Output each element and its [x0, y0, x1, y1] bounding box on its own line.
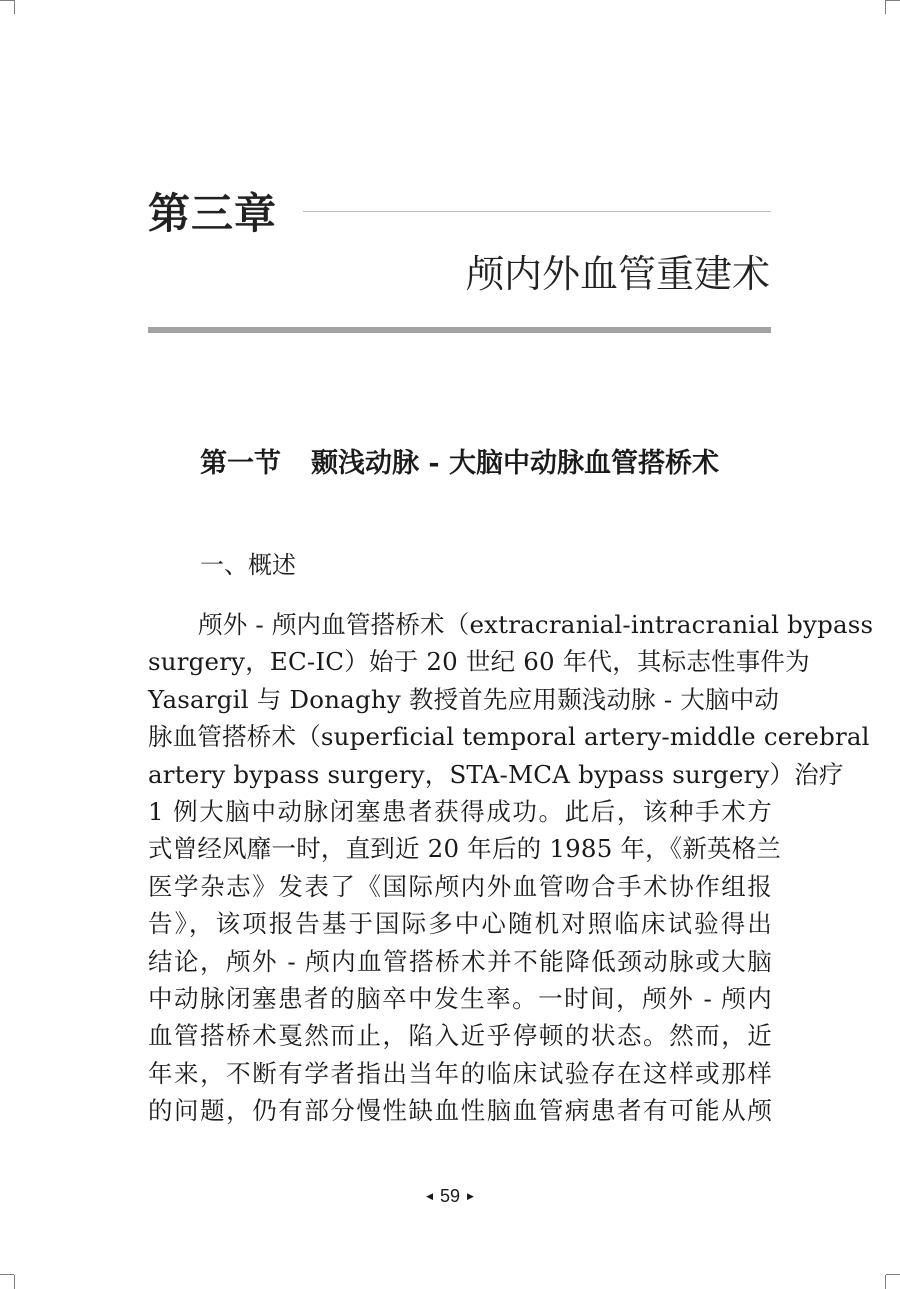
crop-mark-top-right-h — [886, 0, 900, 1]
crop-mark-bottom-left-h — [0, 1274, 14, 1275]
page-number-footer — [0, 1183, 900, 1209]
crop-mark-bottom-left-v — [14, 1275, 15, 1289]
page-number: 59 — [439, 1186, 461, 1206]
crop-mark-top-left-v — [14, 0, 15, 14]
chapter-rule — [303, 211, 771, 212]
paragraph-line: 颅外 - 颅内血管搭桥术（extracranial-intracranial bypass — [198, 610, 874, 639]
paragraph-line: surgery，EC-IC）始于 20 世纪 60 年代，其标志性事件为 — [148, 647, 810, 677]
paragraph-line: 告》，该项报告基于国际多中心随机对照临床试验得出 — [148, 909, 772, 939]
paragraph-line: Yasargil 与 Donaghy 教授首先应用颞浅动脉 - 大脑中动 — [148, 684, 780, 714]
chapter-label: 第三章 — [148, 189, 278, 238]
paragraph-line: artery bypass surgery，STA-MCA bypass surgery）治疗 — [148, 759, 844, 789]
paragraph-line: 医学杂志》发表了《国际颅内外血管吻合手术协作组报 — [148, 871, 772, 901]
subheading: 一、概述 — [200, 551, 296, 579]
crop-mark-top-right-v — [885, 0, 886, 14]
chapter-title: 颅内外血管重建术 — [465, 252, 770, 296]
section-title: 颞浅动脉 - 大脑中动脉血管搭桥术 — [310, 448, 719, 479]
paragraph-line: 血管搭桥术戛然而止，陷入近乎停顿的状态。然而，近 — [148, 1021, 772, 1051]
right-triangle-icon: ▶ — [467, 1191, 474, 1201]
paragraph-line: 年来，不断有学者指出当年的临床试验存在这样或那样 — [148, 1058, 772, 1088]
paragraph-line: 1 例大脑中动脉闭塞患者获得成功。此后，该种手术方 — [148, 796, 772, 826]
section-number: 第一节 — [199, 448, 281, 479]
paragraph-line: 结论，颅外 - 颅内血管搭桥术并不能降低颈动脉或大脑 — [148, 946, 772, 976]
paragraph-line: 中动脉闭塞患者的脑卒中发生率。一时间，颅外 - 颅内 — [148, 983, 772, 1013]
paragraph-line: 的问题，仍有部分慢性缺血性脑血管病患者有可能从颅 — [148, 1096, 772, 1126]
chapter-divider-bar — [148, 327, 771, 333]
paragraph-line: 式曾经风靡一时，直到近 20 年后的 1985 年，《新英格兰 — [148, 834, 782, 864]
crop-mark-bottom-right-v — [885, 1275, 886, 1289]
section-heading — [148, 442, 771, 486]
left-triangle-icon: ◀ — [426, 1191, 433, 1201]
body-paragraph — [148, 606, 874, 1129]
crop-mark-top-left-h — [0, 0, 14, 1]
paragraph-line: 脉血管搭桥术（superficial temporal artery-middle cerebral — [148, 722, 870, 752]
crop-mark-bottom-right-h — [886, 1274, 900, 1275]
